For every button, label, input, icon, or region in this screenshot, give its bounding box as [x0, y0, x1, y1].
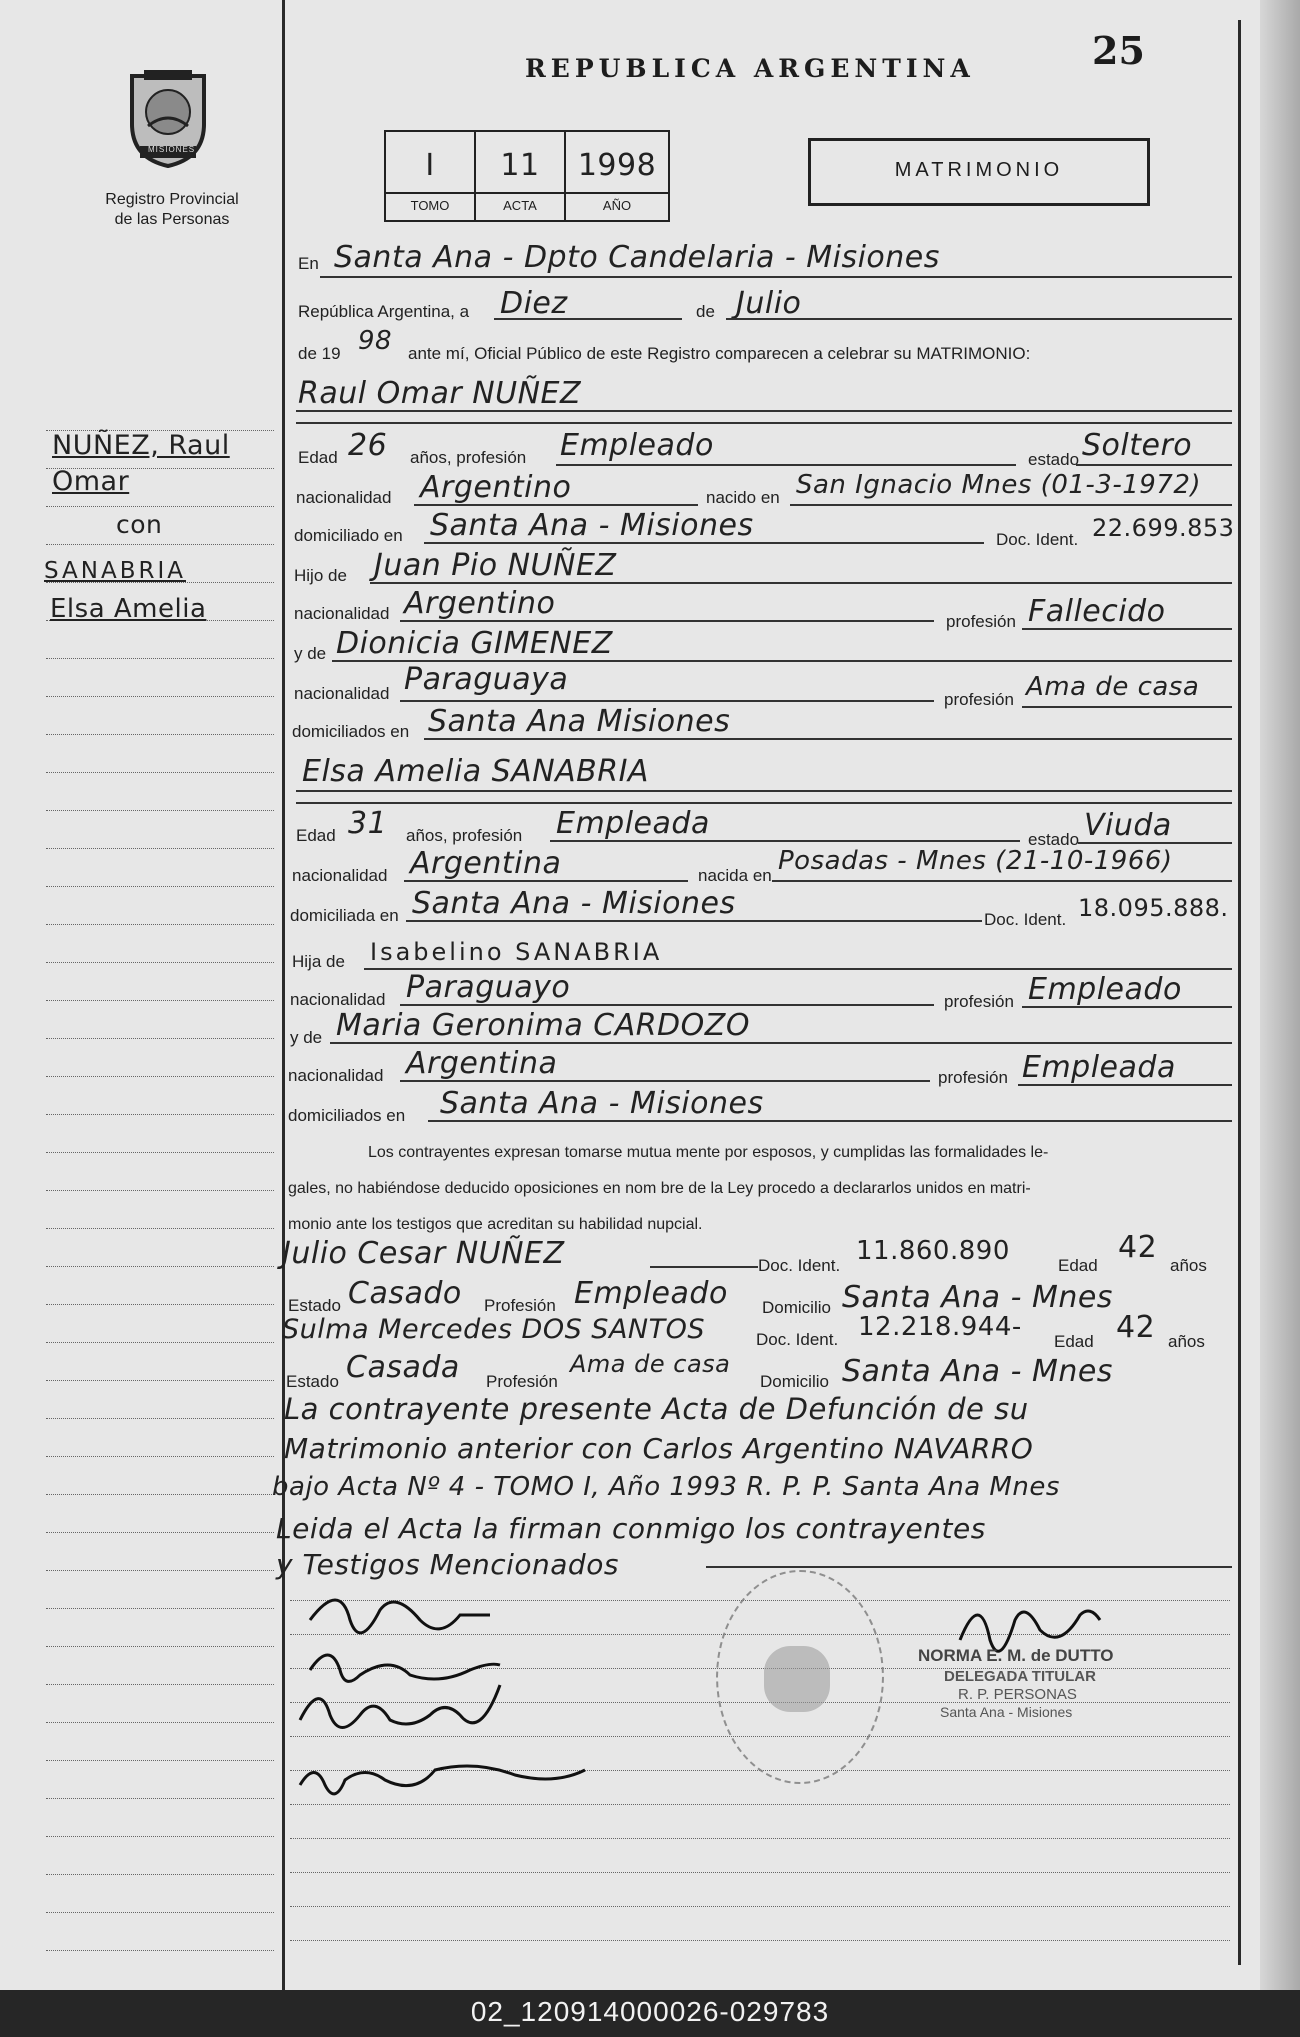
witness-2-age: 42: [1116, 1310, 1156, 1345]
note-line-4: Leida el Acta la firman conmigo los contrayentes: [276, 1512, 986, 1545]
witness-1-name-line: [650, 1266, 758, 1268]
groom-father-nationality: Argentino: [404, 586, 556, 621]
groom-parents-domicile: Santa Ana Misiones: [428, 704, 731, 739]
groom-domicile: Santa Ana - Misiones: [430, 508, 754, 543]
bride-birthplace: Posadas - Mnes (21-10-1966): [778, 846, 1173, 876]
bride-status-line: [1078, 842, 1232, 844]
groom-birthplace: San Ignacio Mnes (01-3-1972): [796, 470, 1202, 500]
bride-edad-label: Edad: [296, 826, 336, 845]
groom-nacido-label: nacido en: [706, 488, 780, 507]
margin-dotted-line: [46, 848, 274, 849]
seal-icon: [118, 66, 218, 170]
witness-1-doc-label: Doc. Ident.: [758, 1256, 841, 1275]
month-de-label: de: [696, 302, 715, 321]
bride-doc-label: Doc. Ident.: [984, 910, 1067, 929]
bride-mother-nac-label: nacionalidad: [288, 1066, 384, 1085]
signatures-group: [290, 1570, 630, 1800]
bride-father-prof-line: [1022, 1006, 1232, 1008]
margin-dotted-line: [46, 1874, 274, 1875]
body-dotted-line: [290, 1804, 1230, 1805]
year-label: de 19: [298, 344, 341, 363]
groom-nationality-line: [414, 504, 698, 506]
marriage-month: Julio: [736, 286, 802, 321]
officer-stamp-line-4: Santa Ana - Misiones: [940, 1704, 1073, 1720]
anio-value: 1998: [577, 148, 657, 183]
margin-dotted-line: [46, 1950, 274, 1951]
witness-1-domicile: Santa Ana - Mnes: [842, 1280, 1113, 1315]
groom-father-line: [370, 582, 1232, 584]
margin-dotted-line: [46, 1722, 274, 1723]
groom-estado-label: estado: [1028, 450, 1080, 469]
groom-domicile-line: [424, 542, 984, 544]
groom-father: Juan Pio NUÑEZ: [374, 548, 617, 583]
witness-2-profession: Ama de casa: [570, 1350, 731, 1378]
registry-line-1: Registro Provincial: [105, 191, 239, 208]
en-label: En: [298, 254, 319, 273]
registry-name: [72, 190, 272, 230]
groom-mother-nac-label: nacionalidad: [294, 684, 390, 703]
bride-father-nat-line: [400, 1004, 934, 1006]
groom-domiciliados-label: domiciliados en: [292, 722, 410, 741]
witness-1-profesion-label: Profesión: [484, 1296, 556, 1315]
margin-dotted-line: [46, 1000, 274, 1001]
bride-nacionalidad-label: nacionalidad: [292, 866, 388, 885]
notes-end-line: [706, 1566, 1232, 1568]
groom-hijo-label: Hijo de: [294, 566, 347, 585]
groom-status: Soltero: [1082, 428, 1193, 463]
signature-bride: [310, 1655, 500, 1681]
note-line-3: bajo Acta Nº 4 - TOMO I, Año 1993 R. P. P. Santa Ana Mnes: [272, 1472, 1060, 1502]
witness-1-age: 42: [1118, 1230, 1158, 1265]
bride-father-prof-label: profesión: [944, 992, 1014, 1011]
bride-status: Viuda: [1084, 808, 1172, 843]
bride-profession: Empleada: [556, 806, 710, 841]
margin-note-line-1: NUÑEZ, Raul: [52, 430, 230, 461]
margin-dotted-line: [46, 1380, 274, 1381]
witness-1-doc: 11.860.890: [856, 1236, 1010, 1266]
groom-name: Raul Omar NUÑEZ: [298, 376, 582, 411]
witness-2-estado-label: Estado: [286, 1372, 339, 1391]
margin-dotted-line: [46, 1304, 274, 1305]
witness-2-anos-label: años: [1168, 1332, 1205, 1351]
bride-name-line: [296, 790, 1232, 792]
document-type-box: [808, 138, 1150, 206]
witness-1-profession: Empleado: [574, 1276, 728, 1311]
groom-mother-profession: Ama de casa: [1026, 672, 1200, 702]
bride-hija-label: Hija de: [292, 952, 345, 971]
official-stamp-seal: [716, 1570, 884, 1784]
body-dotted-line: [290, 1872, 1230, 1873]
margin-dotted-line: [46, 810, 274, 811]
margin-dotted-line: [46, 1152, 274, 1153]
bride-nationality-line: [404, 880, 688, 882]
margin-dotted-line: [46, 658, 274, 659]
groom-nacionalidad-label: nacionalidad: [296, 488, 392, 507]
groom-mother-prof-label: profesión: [944, 690, 1014, 709]
bride-name: Elsa Amelia SANABRIA: [302, 754, 649, 789]
witness-1-domicilio-label: Domicilio: [762, 1298, 831, 1317]
groom-father-nat-line: [400, 620, 934, 622]
margin-dotted-line: [46, 1760, 274, 1761]
groom-nationality: Argentino: [420, 470, 572, 505]
margin-dotted-line: [46, 924, 274, 925]
witness-1-status: Casado: [348, 1276, 462, 1311]
groom-mother-nat-line: [400, 700, 934, 702]
margin-dotted-line: [46, 772, 274, 773]
bride-nacida-label: nacida en: [698, 866, 772, 885]
bride-mother-prof-label: profesión: [938, 1068, 1008, 1087]
bride-estado-label: estado: [1028, 830, 1080, 849]
signature-groom: [310, 1600, 490, 1633]
officer-stamp-line-3: R. P. PERSONAS: [958, 1686, 1077, 1703]
groom-father-nac-label: nacionalidad: [294, 604, 390, 623]
margin-dotted-line: [46, 696, 274, 697]
margin-note-line-3: con: [116, 510, 163, 539]
margin-dotted-line: [46, 1456, 274, 1457]
witness-2-status: Casada: [346, 1350, 460, 1385]
groom-mother-nationality: Paraguaya: [404, 662, 569, 697]
bride-age: 31: [348, 806, 388, 841]
right-border-rule: [1238, 20, 1241, 1965]
groom-y-de-label: y de: [294, 644, 327, 663]
bride-mother-prof-line: [1018, 1084, 1232, 1086]
note-line-5: y Testigos Mencionados: [276, 1548, 619, 1581]
bride-mother: Maria Geronima CARDOZO: [336, 1008, 750, 1043]
margin-dotted-line: [46, 1608, 274, 1609]
margin-dotted-line: [46, 1494, 274, 1495]
groom-name-line: [296, 410, 1232, 412]
marriage-year: 98: [358, 326, 393, 356]
margin-dotted-line: [46, 1418, 274, 1419]
groom-separator: [296, 422, 1232, 424]
record-box: [384, 130, 670, 222]
groom-profession: Empleado: [560, 428, 714, 463]
bride-father: Isabelino SANABRIA: [370, 938, 663, 966]
groom-edad-label: Edad: [298, 448, 338, 467]
witness-2-edad-label: Edad: [1054, 1332, 1094, 1351]
groom-father-prof-line: [1022, 628, 1232, 630]
margin-dotted-line: [46, 734, 274, 735]
bride-y-de-label: y de: [290, 1028, 323, 1047]
declaration-line-1: Los contrayentes expresan tomarse mutua mente por esposos, y cumplidas las formalidades le-: [368, 1144, 1049, 1161]
witness-1-anos-label: años: [1170, 1256, 1207, 1275]
witness-1-estado-label: Estado: [288, 1296, 341, 1315]
acta-label: ACTA: [503, 198, 537, 213]
groom-doc: 22.699.853: [1092, 514, 1235, 542]
bride-domicile-line: [406, 920, 982, 922]
margin-dotted-line: [46, 886, 274, 887]
witness-1-edad-label: Edad: [1058, 1256, 1098, 1275]
note-line-2: Matrimonio anterior con Carlos Argentino NAVARRO: [284, 1432, 1034, 1465]
bride-profession-line: [550, 840, 1020, 842]
margin-dotted-line: [46, 1684, 274, 1685]
witness-2-domicile: Santa Ana - Mnes: [842, 1354, 1113, 1389]
body-dotted-line: [290, 1838, 1230, 1839]
margin-dotted-line: [46, 1228, 274, 1229]
margin-dotted-line: [46, 1342, 274, 1343]
witness-2-name: Sulma Mercedes DOS SANTOS: [282, 1314, 705, 1345]
bride-mother-nationality: Argentina: [406, 1046, 558, 1081]
groom-parents-domicile-line: [424, 738, 1232, 740]
provincial-seal: [118, 66, 218, 170]
document-type: MATRIMONIO: [894, 159, 1064, 181]
signature-witness-1: [300, 1685, 500, 1728]
groom-father-profession: Fallecido: [1028, 594, 1166, 629]
margin-note-line-4: SANABRIA: [44, 558, 186, 584]
bride-father-nac-label: nacionalidad: [290, 990, 386, 1009]
groom-birthplace-line: [790, 504, 1232, 506]
witness-2-doc: 12.218.944-: [858, 1312, 1022, 1342]
bride-mother-profession: Empleada: [1022, 1050, 1176, 1085]
footer-id: 02_120914000026-029783: [470, 1996, 830, 2027]
intro-text: ante mí, Oficial Público de este Registro comparecen a celebrar su MATRIMONIO:: [408, 344, 1031, 363]
bride-father-profession: Empleado: [1028, 972, 1182, 1007]
margin-dotted-line: [46, 1190, 274, 1191]
country-heading: REPUBLICA ARGENTINA: [525, 54, 975, 83]
body-dotted-line: [290, 1940, 1230, 1941]
tomo-value: I: [425, 148, 435, 183]
groom-doc-label: Doc. Ident.: [996, 530, 1079, 549]
margin-dotted-line: [46, 1912, 274, 1913]
margin-rule: [282, 0, 285, 1990]
bride-profesion-label: años, profesión: [406, 826, 523, 845]
margin-dotted-line: [46, 544, 274, 545]
marriage-place: Santa Ana - Dpto Candelaria - Misiones: [334, 240, 940, 275]
margin-dotted-line: [46, 1570, 274, 1571]
bride-father-nationality: Paraguayo: [406, 970, 571, 1005]
tomo-label: TOMO: [410, 198, 450, 213]
margin-note-line-5: Elsa Amelia: [50, 594, 207, 624]
bride-mother-line: [330, 1042, 1232, 1044]
officer-stamp-line-2: DELEGADA TITULAR: [944, 1668, 1096, 1685]
groom-profession-line: [556, 464, 1016, 466]
bride-domiciliados-label: domiciliados en: [288, 1106, 406, 1125]
declaration-line-2: gales, no habiéndose deducido oposiciones en nom bre de la Ley procedo a declararlos unidos en matri-: [288, 1180, 1031, 1197]
acta-value: 11: [500, 148, 540, 183]
bride-parents-domicile-line: [428, 1120, 1232, 1122]
bride-separator: [296, 802, 1232, 804]
anio-label: AÑO: [602, 198, 632, 213]
declaration-line-3: monio ante los testigos que acreditan su habilidad nupcial.: [288, 1216, 703, 1233]
bride-nationality: Argentina: [410, 846, 562, 881]
bride-doc: 18.095.888.: [1078, 894, 1229, 922]
margin-dotted-line: [46, 506, 274, 507]
groom-domicilio-label: domiciliado en: [294, 526, 403, 545]
signature-witness-2: [300, 1766, 585, 1794]
witness-2-profesion-label: Profesión: [486, 1372, 558, 1391]
page-edge-shadow: [1260, 0, 1300, 1990]
bride-domicile: Santa Ana - Misiones: [412, 886, 736, 921]
bride-birthplace-line: [772, 880, 1232, 882]
margin-dotted-line: [46, 1076, 274, 1077]
witness-1-name: Julio Cesar NUÑEZ: [282, 1236, 565, 1271]
margin-dotted-line: [46, 1532, 274, 1533]
bride-parents-domicile: Santa Ana - Misiones: [440, 1086, 764, 1121]
groom-mother: Dionicia GIMENEZ: [336, 626, 613, 661]
margin-dotted-line: [46, 1646, 274, 1647]
groom-profesion-label: años, profesión: [410, 448, 527, 467]
note-line-1: La contrayente presente Acta de Defunción de su: [284, 1392, 1029, 1426]
margin-note-line-2: Omar: [52, 466, 130, 497]
margin-dotted-line: [46, 1836, 274, 1837]
day-line: [494, 318, 682, 320]
republic-label: República Argentina, a: [298, 302, 470, 321]
margin-dotted-line: [46, 1114, 274, 1115]
bride-domicilio-label: domiciliada en: [290, 906, 399, 925]
page-number: 25: [1092, 28, 1145, 73]
margin-dotted-line: [46, 1038, 274, 1039]
witness-2-domicilio-label: Domicilio: [760, 1372, 829, 1391]
marriage-day: Diez: [500, 286, 568, 321]
margin-dotted-line: [46, 1266, 274, 1267]
month-line: [726, 318, 1232, 320]
officer-stamp-line-1: NORMA E. M. de DUTTO: [918, 1646, 1114, 1665]
seal-text: MISIONES: [148, 145, 196, 154]
groom-status-line: [1076, 464, 1232, 466]
place-line: [320, 276, 1232, 278]
bride-mother-nat-line: [400, 1080, 930, 1082]
margin-dotted-line: [46, 1798, 274, 1799]
margin-dotted-line: [46, 962, 274, 963]
registry-line-2: de las Personas: [114, 211, 230, 228]
groom-father-prof-label: profesión: [946, 612, 1016, 631]
groom-mother-prof-line: [1022, 706, 1232, 708]
scan-footer: [0, 1990, 1300, 2037]
body-dotted-line: [290, 1906, 1230, 1907]
witness-2-doc-label: Doc. Ident.: [756, 1330, 839, 1349]
groom-age: 26: [348, 428, 388, 463]
